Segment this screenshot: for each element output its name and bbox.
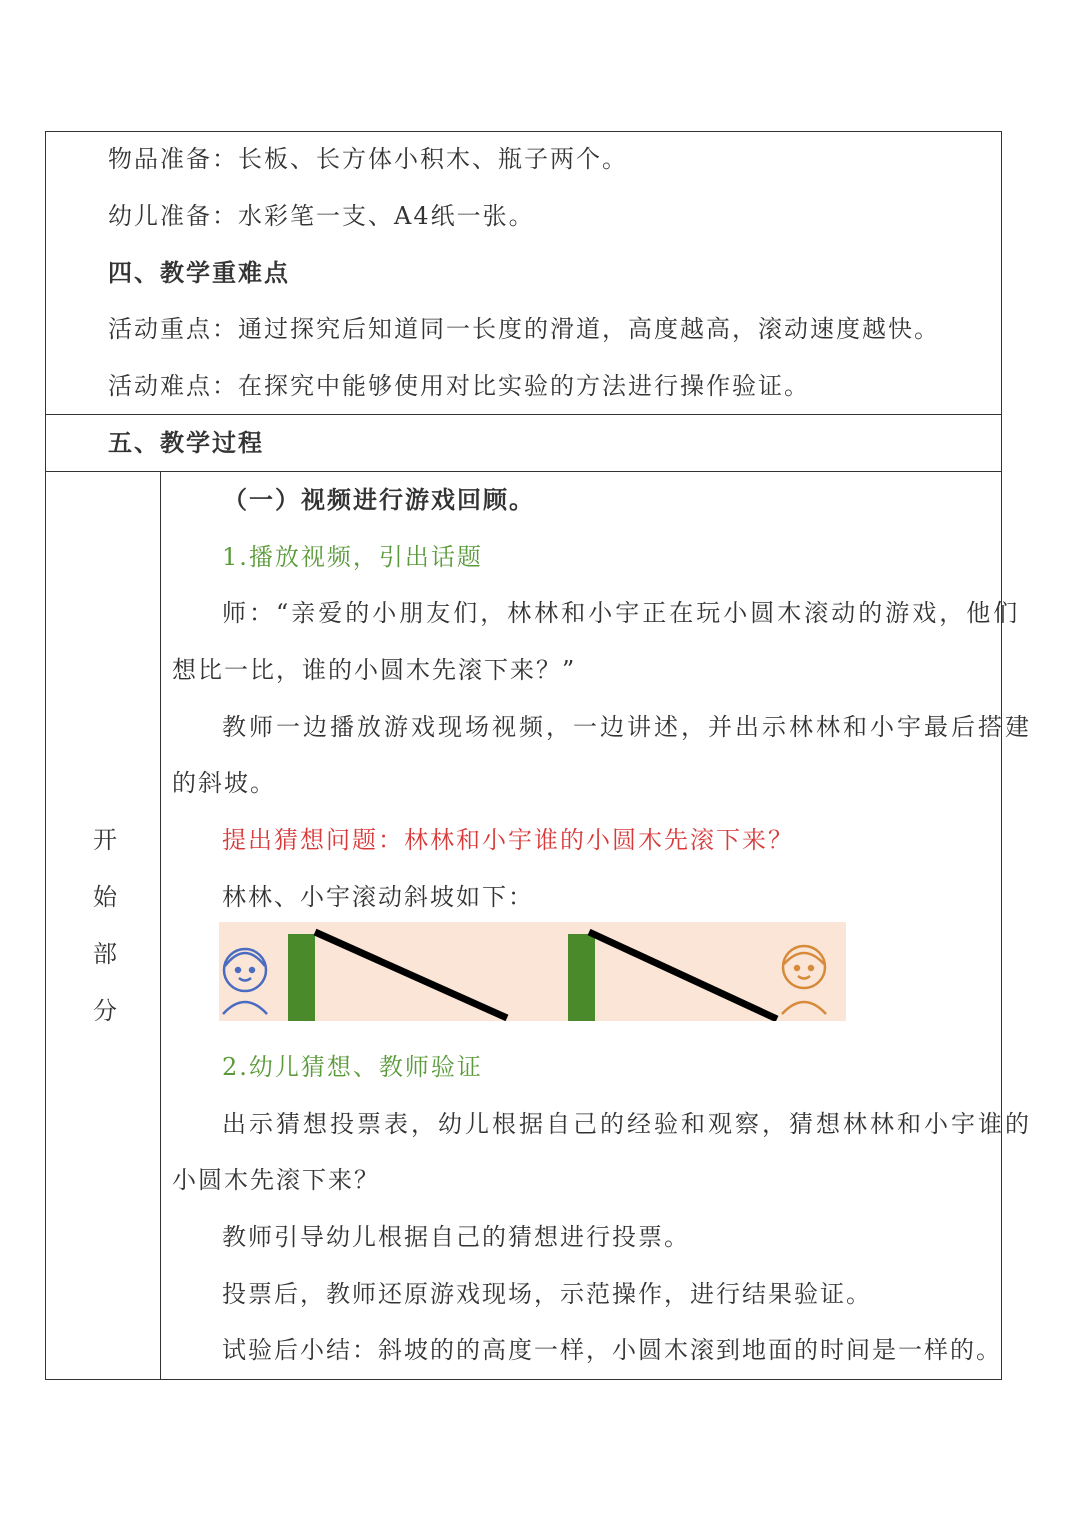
slope-illustration: [219, 922, 846, 1021]
vote-line2: 小圆木先滚下来？: [172, 1166, 380, 1194]
row-divider: [45, 471, 1002, 472]
activity-focus: 活动重点：通过探究后知道同一长度的滑道，高度越高，滚动速度越快。: [108, 315, 940, 343]
step2-title: 2.幼儿猜想、教师验证: [222, 1053, 483, 1081]
materials-prep: 物品准备：长板、长方体小积木、瓶子两个。: [108, 145, 628, 173]
guess-question: 提出猜想问题：林林和小宇谁的小圆木先滚下来？: [222, 826, 794, 854]
side-label-char: 分: [93, 997, 117, 1025]
side-label-char: 开: [93, 826, 117, 854]
teacher-quote-line1: 师：“亲爱的小朋友们，林林和小宇正在玩小圆木滚动的游戏，他们: [222, 599, 1021, 627]
girl-icon: [782, 946, 826, 1014]
vote-line1: 出示猜想投票表，幼儿根据自己的经验和观察，猜想林林和小宇谁的: [222, 1110, 1032, 1138]
column-divider: [160, 471, 161, 1380]
narration-line2: 的斜坡。: [172, 769, 276, 797]
left-block: [288, 934, 315, 1021]
step1-title: 1.播放视频，引出话题: [222, 543, 483, 571]
right-block: [568, 934, 595, 1021]
narration-line1: 教师一边播放游戏现场视频，一边讲述，并出示林林和小宇最后搭建: [222, 713, 1032, 741]
side-label-char: 始: [93, 883, 117, 911]
process-heading: 五、教学过程: [108, 428, 264, 457]
result-verify: 投票后，教师还原游戏现场，示范操作，进行结果验证。: [222, 1280, 872, 1308]
left-slope: [315, 932, 507, 1018]
key-points-heading: 四、教学重难点: [108, 258, 290, 287]
experiment-summary: 试验后小结：斜坡的的高度一样，小圆木滚到地面的时间是一样的。: [222, 1336, 1002, 1364]
child-prep: 幼儿准备：水彩笔一支、A4纸一张。: [108, 202, 535, 230]
teacher-quote-line2: 想比一比，谁的小圆木先滚下来？”: [172, 656, 577, 684]
teacher-guide: 教师引导幼儿根据自己的猜想进行投票。: [222, 1223, 690, 1251]
right-slope: [589, 932, 777, 1019]
sub-heading: （一）视频进行游戏回顾。: [223, 485, 535, 514]
boy-icon: [223, 949, 267, 1014]
slope-intro: 林林、小宇滚动斜坡如下：: [222, 883, 534, 911]
activity-difficulty: 活动难点：在探究中能够使用对比实验的方法进行操作验证。: [108, 372, 810, 400]
side-label-char: 部: [93, 940, 117, 968]
row-divider: [45, 414, 1002, 415]
slope-drawing: [219, 922, 846, 1021]
